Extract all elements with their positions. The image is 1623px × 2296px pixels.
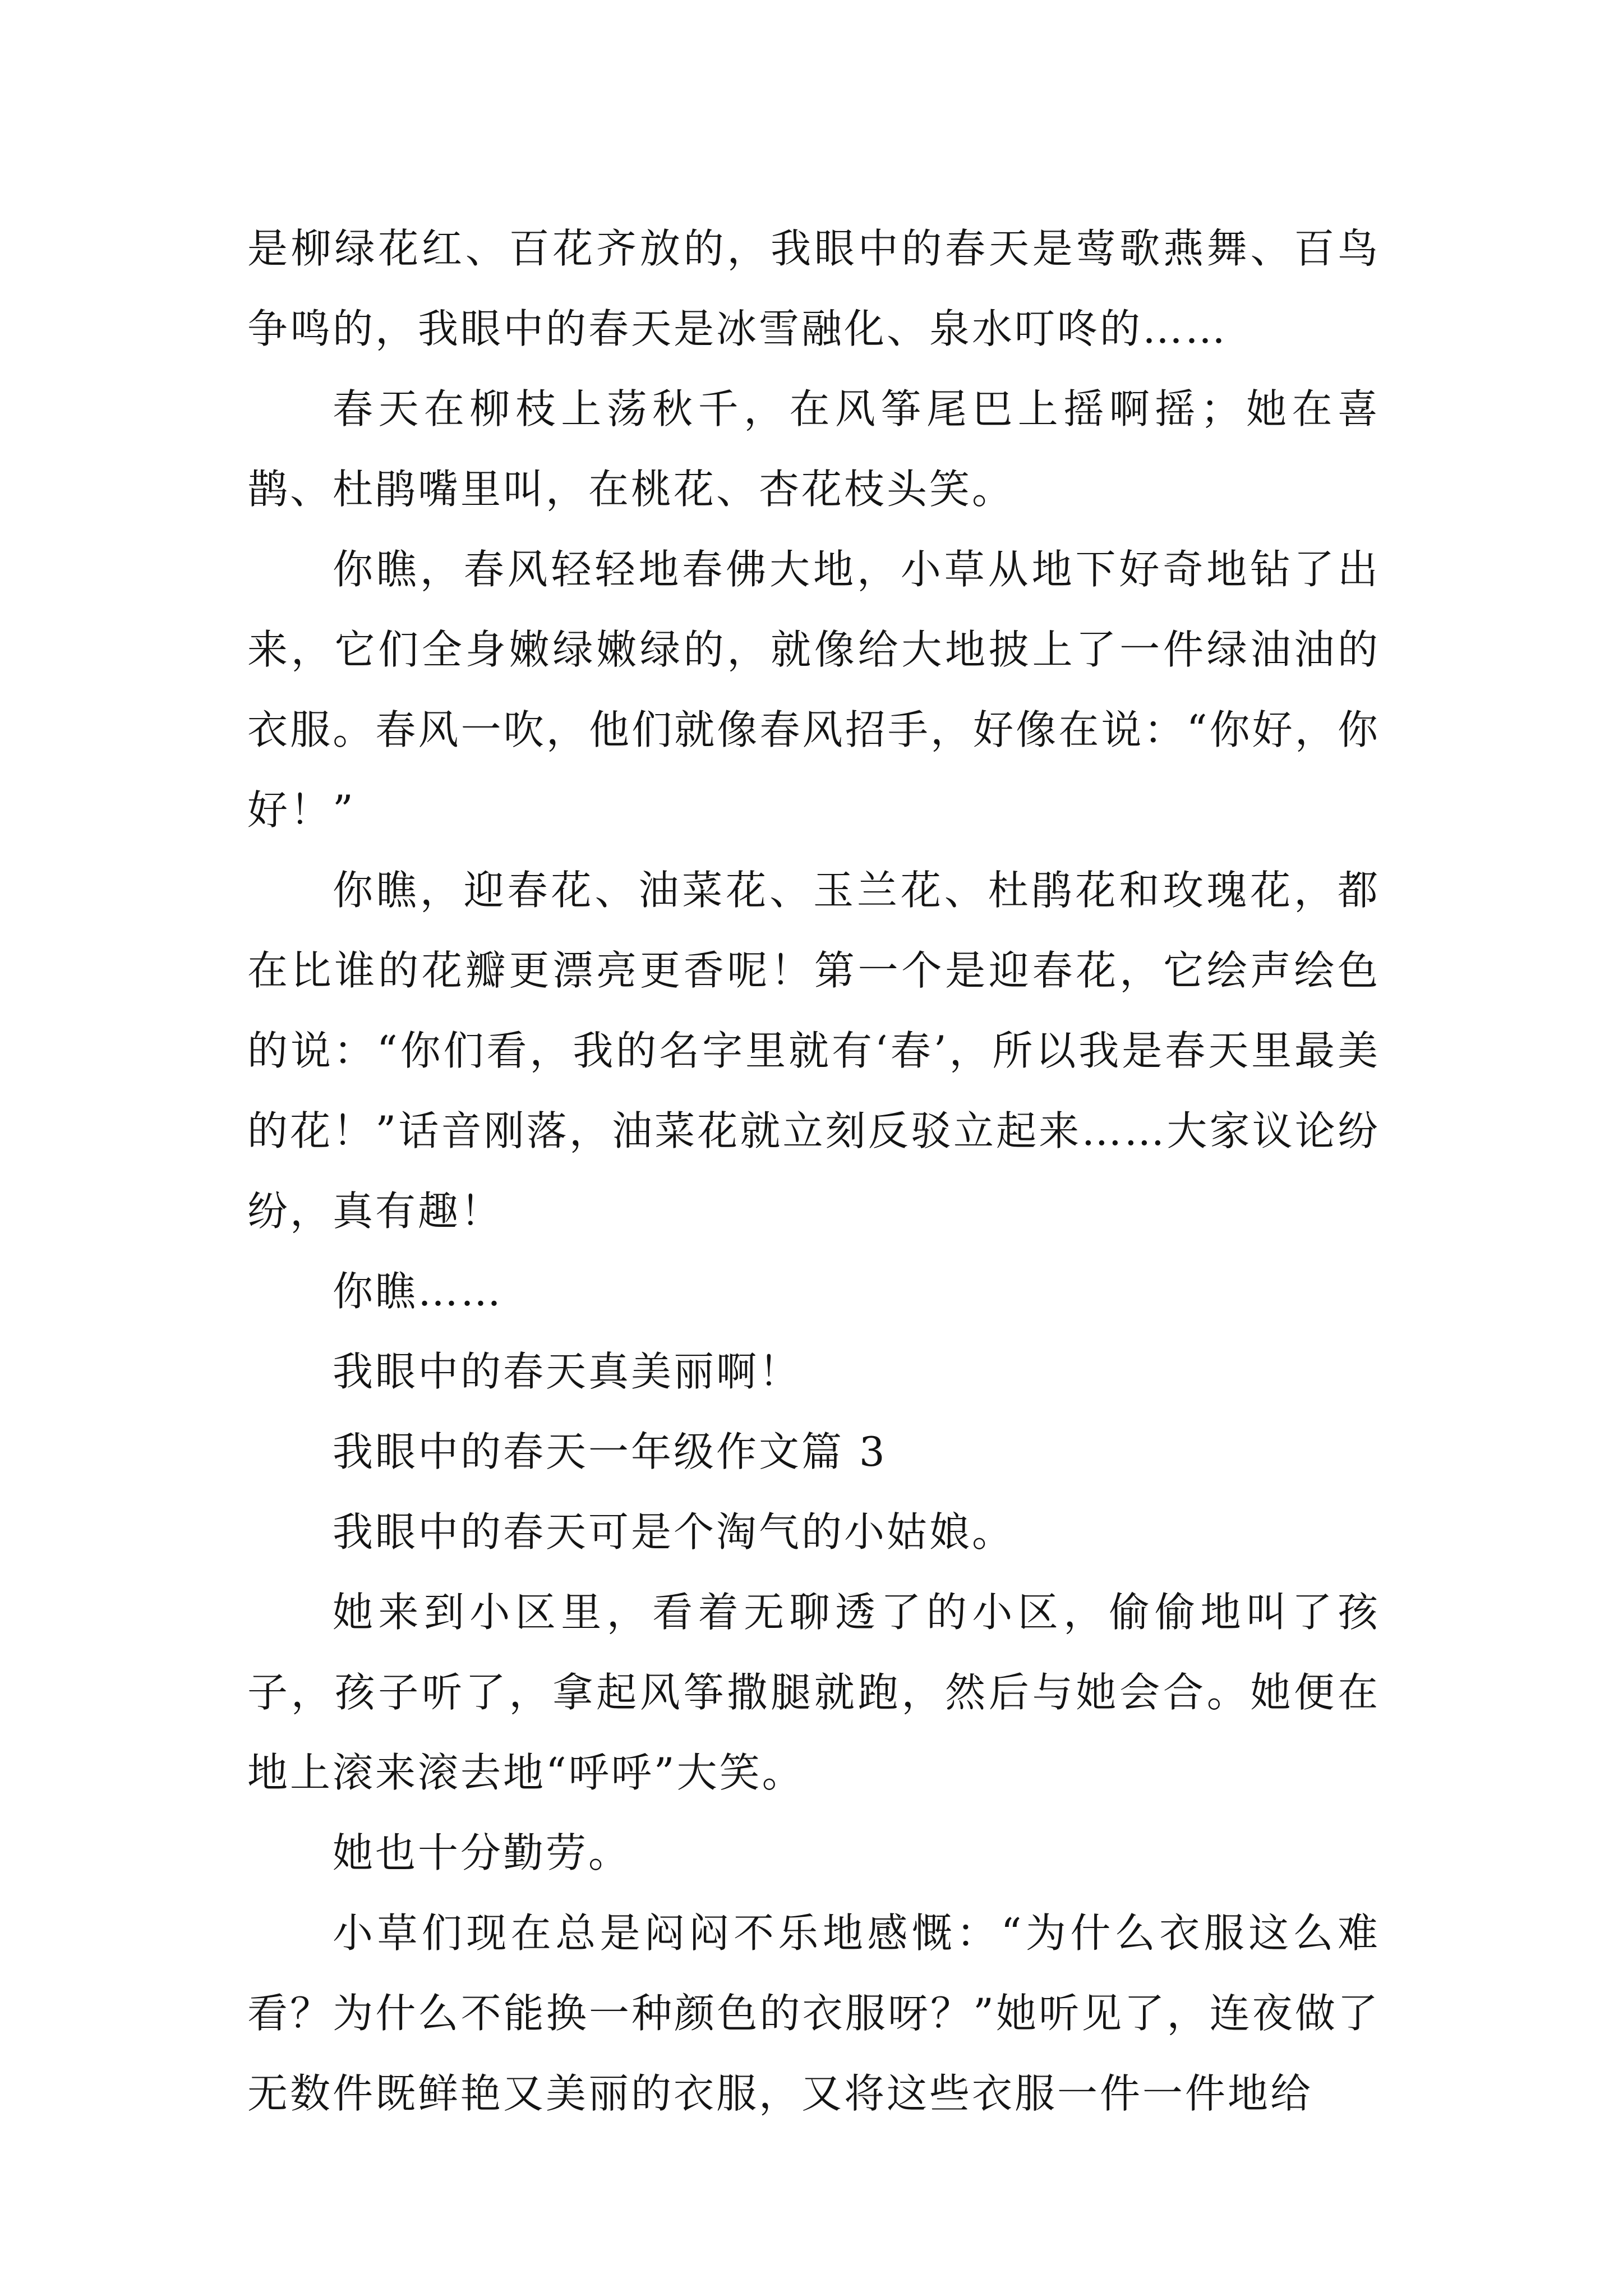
document-body bbox=[247, 209, 1380, 2134]
paragraph-4: 你瞧，迎春花、油菜花、玉兰花、杜鹃花和玫瑰花，都在比谁的花瓣更漂亮更香呢！第一个是迎春花，它绘声绘色的说：“你们看，我的名字里就有‘春’，所以我是春天里最美的花！”话音刚落，油菜花就立刻反驳立起来……大家议论纷纷，真有趣！ bbox=[247, 867, 1380, 1235]
section-heading: 我眼中的春天一年级作文篇 3 bbox=[333, 1428, 887, 1475]
paragraph-10: 她也十分勤劳。 bbox=[333, 1829, 631, 1876]
paragraph-1: 是柳绿花红、百花齐放的，我眼中的春天是莺歌燕舞、百鸟争鸣的，我眼中的春天是冰雪融化、泉水叮咚的…… bbox=[247, 225, 1380, 352]
paragraph-8: 我眼中的春天可是个淘气的小姑娘。 bbox=[333, 1508, 1015, 1556]
paragraph-9: 她来到小区里，看着无聊透了的小区，偷偷地叫了孩子，孩子听了，拿起风筝撒腿就跑，然后与她会合。她便在地上滚来滚去地“呼呼”大笑。 bbox=[247, 1589, 1380, 1796]
paragraph-2: 春天在柳枝上荡秋千，在风筝尾巴上摇啊摇；她在喜鹊、杜鹃嘴里叫，在桃花、杏花枝头笑。 bbox=[247, 385, 1380, 513]
paragraph-5: 你瞧…… bbox=[333, 1268, 504, 1315]
paragraph-3: 你瞧，春风轻轻地春佛大地，小草从地下好奇地钻了出来，它们全身嫩绿嫩绿的，就像给大地披上了一件绿油油的衣服。春风一吹，他们就像春风招手，好像在说：“你好，你好！” bbox=[247, 546, 1380, 834]
paragraph-6: 我眼中的春天真美丽啊！ bbox=[333, 1348, 802, 1395]
paragraph-11: 小草们现在总是闷闷不乐地感慨：“为什么衣服这么难看？为什么不能换一种颜色的衣服呀？”她听见了，连夜做了无数件既鲜艳又美丽的衣服，又将这些衣服一件一件地给 bbox=[247, 1910, 1380, 2117]
